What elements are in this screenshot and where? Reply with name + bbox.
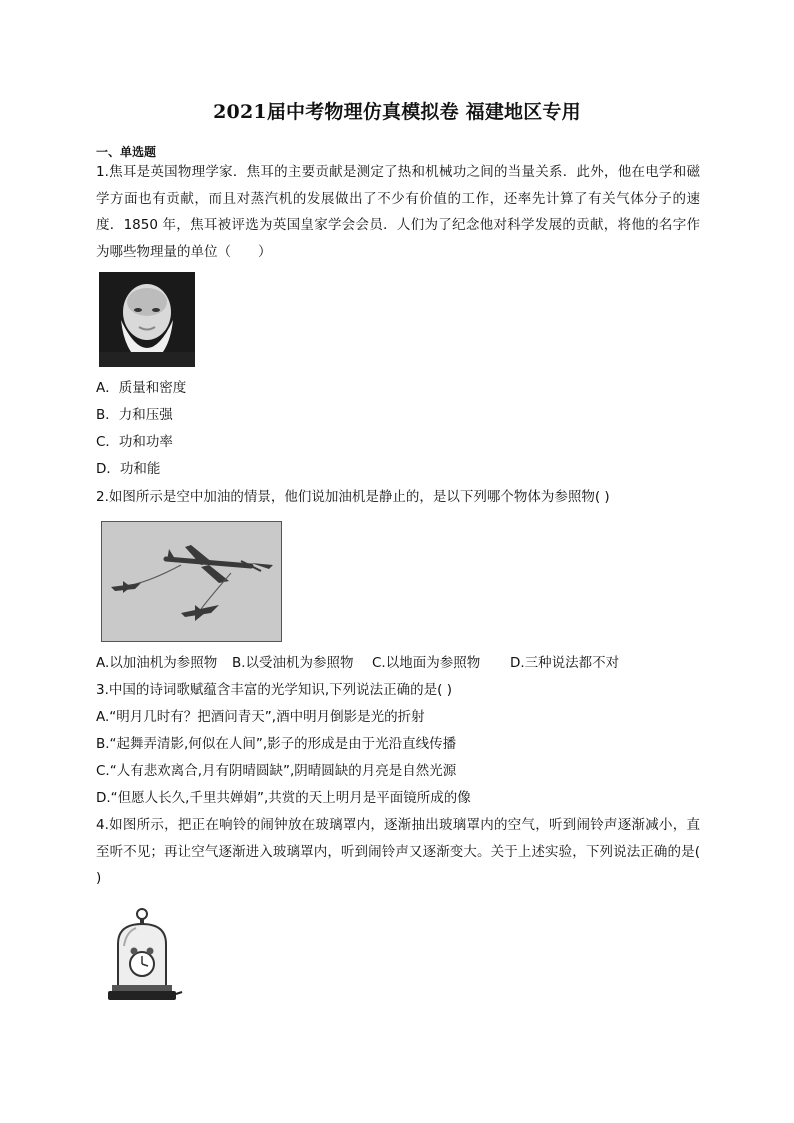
q1-option-b: B．力和压强: [96, 407, 173, 423]
section-heading: 一、单选题: [96, 145, 157, 159]
q2-option-d: D.三种说法都不对: [510, 655, 620, 671]
question-3-text: 3.中国的诗词歌赋蕴含丰富的光学知识,下列说法正确的是( ): [96, 682, 452, 698]
question-1-text: 1.焦耳是英国物理学家．焦耳的主要贡献是测定了热和机械功之间的当量关系．此外，他在电学和磁学方面也有贡献，而且对蒸汽机的发展做出了不少有价值的工作，还率先计算了有关气体分子的速度．1850 年，焦耳被评选为英国皇家学会会员．人们为了纪念他对科学发展的贡献，将他的名字作为哪些物理量的单位（ ）: [96, 164, 700, 260]
q3-option-a: A.“明月几时有？把酒问青天”,酒中明月倒影是光的折射: [96, 709, 425, 725]
aerial-refueling-image: [101, 521, 282, 642]
q3-option-c: C.“人有悲欢离合,月有阴晴圆缺”,阴晴圆缺的月亮是自然光源: [96, 763, 457, 779]
q3-option-b: B.“起舞弄清影,何似在人间”,影子的形成是由于光沿直线传播: [96, 736, 457, 752]
question-2-text: 2.如图所示是空中加油的情景，他们说加油机是静止的，是以下列哪个物体为参照物( ): [96, 489, 610, 505]
q2-option-a: A.以加油机为参照物: [96, 655, 218, 671]
q2-option-b: B.以受油机为参照物: [232, 655, 354, 671]
q1-option-c: C．功和功率: [96, 434, 173, 450]
question-4-text: 4.如图所示，把正在响铃的闹钟放在玻璃罩内，逐渐抽出玻璃罩内的空气，听到闹铃声逐渐减小，直至听不见；再让空气逐渐进入玻璃罩内，听到闹铃声又逐渐变大。关于上述实验，下列说法正确的是( ): [96, 817, 700, 886]
q2-option-c: C.以地面为参照物: [372, 655, 481, 671]
bell-jar-alarm-clock-image: [104, 906, 184, 1006]
page-title: 2021届中考物理仿真模拟卷 福建地区专用: [213, 101, 581, 123]
q1-option-a: A．质量和密度: [96, 380, 187, 396]
q1-option-d: D．功和能: [96, 461, 161, 477]
joule-portrait-image: [99, 272, 195, 367]
q3-option-d: D.“但愿人长久,千里共婵娟”,共赏的天上明月是平面镜所成的像: [96, 790, 471, 806]
